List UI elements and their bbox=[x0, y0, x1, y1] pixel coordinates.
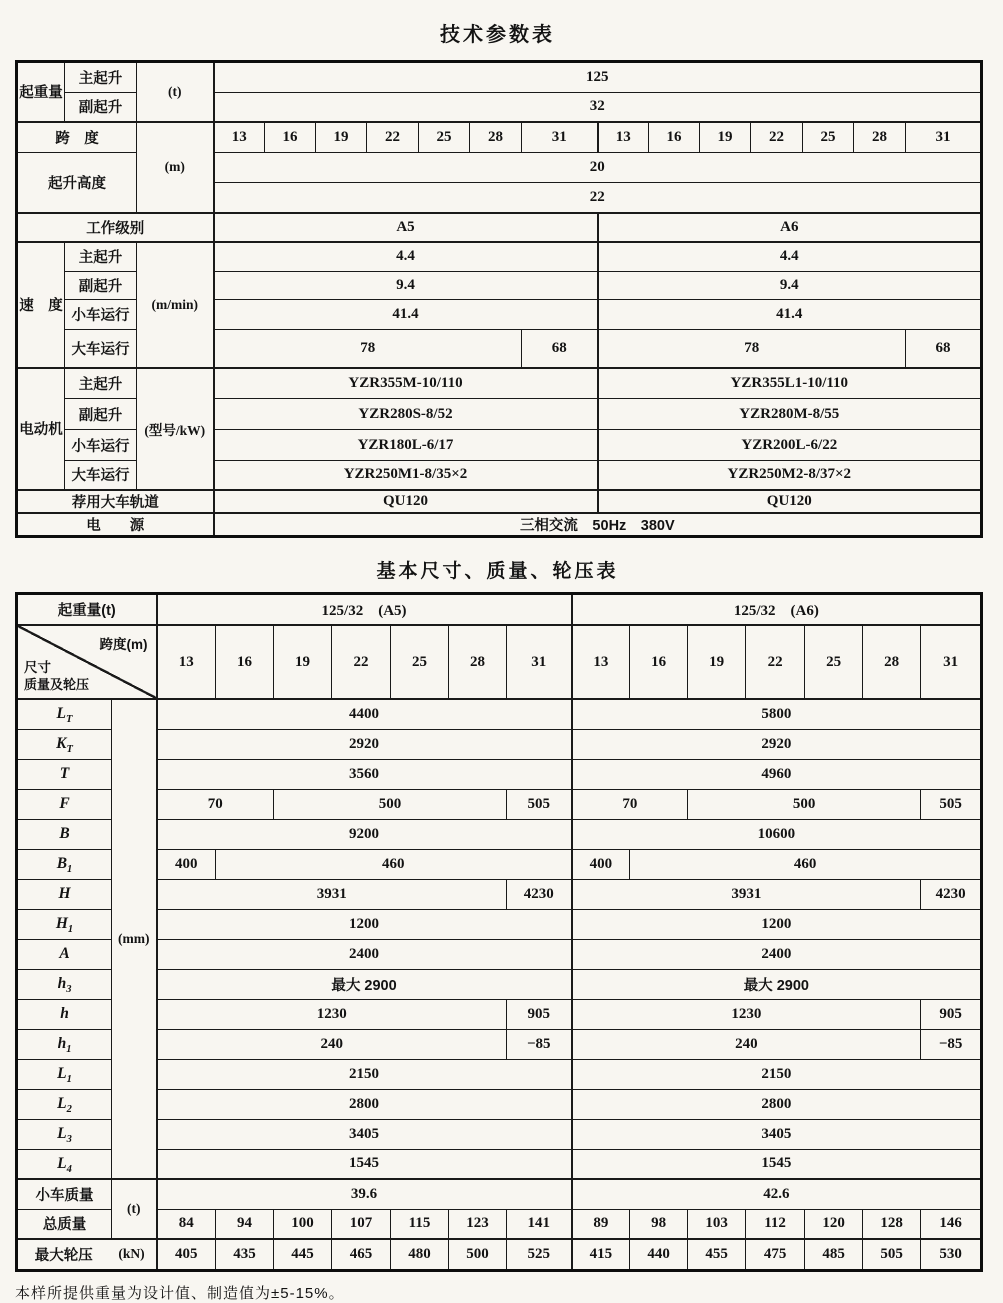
motor-trolley-a5: YZR180L-6/17 bbox=[214, 430, 598, 461]
span-label: 跨 度 bbox=[17, 122, 137, 153]
dim-h1-a6-v1: 240 bbox=[572, 1029, 921, 1059]
dim-F-a6-v1: 70 bbox=[572, 789, 688, 819]
total-mass-a6-13: 89 bbox=[572, 1209, 630, 1239]
dim-T-a5: 3560 bbox=[157, 759, 572, 789]
speed-trolley-label: 小车运行 bbox=[65, 300, 137, 330]
dim-H-a5-v2: 4230 bbox=[507, 879, 572, 909]
max-wheel-a6-19: 455 bbox=[688, 1239, 746, 1270]
max-wheel-a6-13: 415 bbox=[572, 1239, 630, 1270]
speed-crane-a5: 78 bbox=[214, 330, 522, 368]
dim-LT-a6: 5800 bbox=[572, 699, 982, 729]
aux-hoist-label: 副起升 bbox=[65, 93, 137, 122]
dim-B1-a5-v2: 460 bbox=[216, 849, 572, 879]
dim-T-a6: 4960 bbox=[572, 759, 982, 789]
dim-H-a6-v1: 3931 bbox=[572, 879, 921, 909]
unit-m: (m) bbox=[137, 122, 214, 213]
dim-label-L1: $L_1$ bbox=[17, 1059, 112, 1089]
dim-label-B1: $B_1$ bbox=[17, 849, 112, 879]
t2-capacity-a6: 125/32 (A6) bbox=[572, 593, 982, 625]
span-a6-31: 31 bbox=[906, 122, 982, 153]
t2-span-a6-31: 31 bbox=[921, 625, 982, 699]
max-wheel-a6-25: 485 bbox=[805, 1239, 863, 1270]
t2-span-a5-22: 22 bbox=[332, 625, 391, 699]
dim-label-h1: $h_1$ bbox=[17, 1029, 112, 1059]
dim-B1-a6-v1: 400 bbox=[572, 849, 630, 879]
t2-span-a6-22: 22 bbox=[746, 625, 805, 699]
main-hoist-label: 主起升 bbox=[65, 62, 137, 93]
speed-trolley-a6: 41.4 bbox=[598, 300, 982, 330]
max-wheel-a5-19: 445 bbox=[274, 1239, 332, 1270]
max-wheel-label-cell bbox=[17, 1239, 157, 1270]
motor-aux-a5: YZR280S-8/52 bbox=[214, 399, 598, 430]
speed-main-a6: 4.4 bbox=[598, 242, 982, 272]
dim-label-A: A bbox=[17, 939, 112, 969]
t2-span-a5-31: 31 bbox=[507, 625, 572, 699]
diag-span-label: 跨度(m) bbox=[99, 637, 148, 652]
dim-L4-a6: 1545 bbox=[572, 1149, 982, 1179]
dim-h-a5-v1: 1230 bbox=[157, 999, 507, 1029]
dim-h3-a5: 最大 2900 bbox=[157, 969, 572, 999]
span-a5-28: 28 bbox=[470, 122, 522, 153]
dim-label-H1: $H_1$ bbox=[17, 909, 112, 939]
max-wheel-a6-22: 475 bbox=[746, 1239, 805, 1270]
dim-L1-a5: 2150 bbox=[157, 1059, 572, 1089]
dim-B1-a5-v1: 400 bbox=[157, 849, 216, 879]
dim-h3-a6: 最大 2900 bbox=[572, 969, 982, 999]
t2-span-a6-28: 28 bbox=[863, 625, 921, 699]
max-wheel-a6-31: 530 bbox=[921, 1239, 982, 1270]
t2-span-a5-28: 28 bbox=[449, 625, 507, 699]
motor-group-label: 电动机 bbox=[17, 368, 65, 490]
motor-crane-label: 大车运行 bbox=[65, 461, 137, 490]
total-mass-a6-22: 112 bbox=[746, 1209, 805, 1239]
total-mass-a6-28: 128 bbox=[863, 1209, 921, 1239]
total-mass-a6-31: 146 bbox=[921, 1209, 982, 1239]
speed-aux-a5: 9.4 bbox=[214, 272, 598, 300]
motor-main-a5: YZR355M-10/110 bbox=[214, 368, 598, 399]
table2-title: 基本尺寸、质量、轮压表 bbox=[376, 560, 619, 582]
dim-label-LT: $L_T$ bbox=[17, 699, 112, 729]
dim-label-KT: $K_T$ bbox=[17, 729, 112, 759]
total-mass-label: 总质量 bbox=[17, 1209, 112, 1239]
diagonal-header-cell bbox=[17, 625, 157, 699]
total-mass-a5-13: 84 bbox=[157, 1209, 216, 1239]
duty-class-a6: A6 bbox=[598, 213, 982, 242]
motor-trolley-label: 小车运行 bbox=[65, 430, 137, 461]
dim-A-a6: 2400 bbox=[572, 939, 982, 969]
duty-class-label: 工作级别 bbox=[17, 213, 214, 242]
unit-t2: (t) bbox=[112, 1179, 157, 1239]
t2-span-a6-19: 19 bbox=[688, 625, 746, 699]
speed-aux-a6: 9.4 bbox=[598, 272, 982, 300]
speed-group-label: 速 度 bbox=[17, 242, 65, 368]
max-wheel-a5-28: 500 bbox=[449, 1239, 507, 1270]
dim-H1-a6: 1200 bbox=[572, 909, 982, 939]
dim-label-L4: $L_4$ bbox=[17, 1149, 112, 1179]
dim-A-a5: 2400 bbox=[157, 939, 572, 969]
rail-value-a6: QU120 bbox=[598, 490, 982, 513]
dimensions-table bbox=[15, 592, 983, 1272]
span-a6-28: 28 bbox=[854, 122, 906, 153]
total-mass-a6-16: 98 bbox=[630, 1209, 688, 1239]
footnote: 本样所提供重量为设计值、制造值为±5-15%。 bbox=[15, 1284, 345, 1302]
dim-F-a5-v2: 500 bbox=[274, 789, 507, 819]
diagonal-divider bbox=[18, 626, 156, 698]
motor-main-a6: YZR355L1-10/110 bbox=[598, 368, 982, 399]
dim-label-B: B bbox=[17, 819, 112, 849]
diag-dim-label: 尺寸 bbox=[24, 660, 51, 675]
rail-value-a5: QU120 bbox=[214, 490, 598, 513]
span-a6-19: 19 bbox=[700, 122, 751, 153]
span-a6-16: 16 bbox=[649, 122, 700, 153]
unit-mm: (mm) bbox=[112, 699, 157, 1179]
lift-height-label: 起升高度 bbox=[17, 153, 137, 213]
max-wheel-a5-31: 525 bbox=[507, 1239, 572, 1270]
capacity-main-value: 125 bbox=[214, 62, 982, 93]
motor-aux-a6: YZR280M-8/55 bbox=[598, 399, 982, 430]
dim-label-H: H bbox=[17, 879, 112, 909]
span-a5-16: 16 bbox=[265, 122, 316, 153]
speed-aux-label: 副起升 bbox=[65, 272, 137, 300]
table1-title: 技术参数表 bbox=[440, 24, 555, 46]
t2-span-a6-13: 13 bbox=[572, 625, 630, 699]
dim-label-L3: $L_3$ bbox=[17, 1119, 112, 1149]
dim-L1-a6: 2150 bbox=[572, 1059, 982, 1089]
span-a5-13: 13 bbox=[214, 122, 265, 153]
motor-crane-a6: YZR250M2-8/37×2 bbox=[598, 461, 982, 490]
power-value: 三相交流 50Hz 380V bbox=[214, 513, 982, 537]
max-wheel-a5-22: 465 bbox=[332, 1239, 391, 1270]
lifting-capacity-label: 起重量 bbox=[17, 62, 65, 122]
speed-main-a5: 4.4 bbox=[214, 242, 598, 272]
dim-B1-a6-v2: 460 bbox=[630, 849, 982, 879]
rail-label: 荐用大车轨道 bbox=[17, 490, 214, 513]
dim-H1-a5: 1200 bbox=[157, 909, 572, 939]
t2-span-a5-16: 16 bbox=[216, 625, 274, 699]
dim-H-a6-v2: 4230 bbox=[921, 879, 982, 909]
max-wheel-a5-16: 435 bbox=[216, 1239, 274, 1270]
max-wheel-a5-25: 480 bbox=[391, 1239, 449, 1270]
dim-KT-a5: 2920 bbox=[157, 729, 572, 759]
speed-crane-a6: 78 bbox=[598, 330, 906, 368]
speed-crane-a6-31: 68 bbox=[906, 330, 982, 368]
t2-span-a5-13: 13 bbox=[157, 625, 216, 699]
dim-F-a5-v3: 505 bbox=[507, 789, 572, 819]
dim-label-L2: $L_2$ bbox=[17, 1089, 112, 1119]
t2-span-a5-25: 25 bbox=[391, 625, 449, 699]
t2-span-a6-16: 16 bbox=[630, 625, 688, 699]
max-wheel-label: 最大轮压 bbox=[34, 1247, 93, 1264]
unit-model-kw: (型号/kW) bbox=[137, 368, 214, 490]
speed-crane-label: 大车运行 bbox=[65, 330, 137, 368]
trolley-mass-label: 小车质量 bbox=[17, 1179, 112, 1209]
t2-capacity-a5: 125/32 (A5) bbox=[157, 593, 572, 625]
diag-mass-label: 质量及轮压 bbox=[24, 677, 90, 692]
lift-height-22: 22 bbox=[214, 183, 982, 213]
span-a6-22: 22 bbox=[751, 122, 803, 153]
dim-h-a6-v2: 905 bbox=[921, 999, 982, 1029]
span-a5-19: 19 bbox=[316, 122, 367, 153]
unit-m-min: (m/min) bbox=[137, 242, 214, 368]
dim-label-h: h bbox=[17, 999, 112, 1029]
dim-L3-a6: 3405 bbox=[572, 1119, 982, 1149]
span-a5-22: 22 bbox=[367, 122, 419, 153]
dim-KT-a6: 2920 bbox=[572, 729, 982, 759]
dim-F-a6-v3: 505 bbox=[921, 789, 982, 819]
max-wheel-a6-16: 440 bbox=[630, 1239, 688, 1270]
dim-B-a6: 10600 bbox=[572, 819, 982, 849]
max-wheel-a5-13: 405 bbox=[157, 1239, 216, 1270]
dim-L2-a5: 2800 bbox=[157, 1089, 572, 1119]
dim-h-a5-v2: 905 bbox=[507, 999, 572, 1029]
total-mass-a5-22: 107 bbox=[332, 1209, 391, 1239]
total-mass-a6-25: 120 bbox=[805, 1209, 863, 1239]
motor-main-label: 主起升 bbox=[65, 368, 137, 399]
dim-F-a6-v2: 500 bbox=[688, 789, 921, 819]
total-mass-a5-25: 115 bbox=[391, 1209, 449, 1239]
total-mass-a5-16: 94 bbox=[216, 1209, 274, 1239]
dim-H-a5-v1: 3931 bbox=[157, 879, 507, 909]
total-mass-a5-28: 123 bbox=[449, 1209, 507, 1239]
lift-height-20: 20 bbox=[214, 153, 982, 183]
speed-trolley-a5: 41.4 bbox=[214, 300, 598, 330]
t2-span-a5-19: 19 bbox=[274, 625, 332, 699]
t2-capacity-label: 起重量(t) bbox=[17, 593, 157, 625]
dim-label-h3: $h_3$ bbox=[17, 969, 112, 999]
power-label: 电 源 bbox=[17, 513, 214, 537]
motor-trolley-a6: YZR200L-6/22 bbox=[598, 430, 982, 461]
dim-LT-a5: 4400 bbox=[157, 699, 572, 729]
dim-label-F: F bbox=[17, 789, 112, 819]
speed-main-label: 主起升 bbox=[65, 242, 137, 272]
span-a5-31: 31 bbox=[522, 122, 598, 153]
dim-h1-a6-v2: −85 bbox=[921, 1029, 982, 1059]
total-mass-a5-31: 141 bbox=[507, 1209, 572, 1239]
capacity-aux-value: 32 bbox=[214, 93, 982, 122]
total-mass-a5-19: 100 bbox=[274, 1209, 332, 1239]
t2-span-a6-25: 25 bbox=[805, 625, 863, 699]
max-wheel-a6-28: 505 bbox=[863, 1239, 921, 1270]
dim-L3-a5: 3405 bbox=[157, 1119, 572, 1149]
trolley-mass-a5: 39.6 bbox=[157, 1179, 572, 1209]
dim-h1-a5-v1: 240 bbox=[157, 1029, 507, 1059]
motor-aux-label: 副起升 bbox=[65, 399, 137, 430]
span-a5-25: 25 bbox=[419, 122, 470, 153]
trolley-mass-a6: 42.6 bbox=[572, 1179, 982, 1209]
unit-kn: (kN) bbox=[118, 1246, 145, 1262]
span-a6-25: 25 bbox=[803, 122, 854, 153]
dim-F-a5-v1: 70 bbox=[157, 789, 274, 819]
total-mass-a6-19: 103 bbox=[688, 1209, 746, 1239]
dim-h-a6-v1: 1230 bbox=[572, 999, 921, 1029]
tech-params-table bbox=[15, 60, 983, 538]
span-a6-13: 13 bbox=[598, 122, 649, 153]
dim-label-T: T bbox=[17, 759, 112, 789]
duty-class-a5: A5 bbox=[214, 213, 598, 242]
dim-L2-a6: 2800 bbox=[572, 1089, 982, 1119]
motor-crane-a5: YZR250M1-8/35×2 bbox=[214, 461, 598, 490]
dim-L4-a5: 1545 bbox=[157, 1149, 572, 1179]
dim-B-a5: 9200 bbox=[157, 819, 572, 849]
unit-t: (t) bbox=[137, 62, 214, 122]
speed-crane-a5-31: 68 bbox=[522, 330, 598, 368]
dim-h1-a5-v2: −85 bbox=[507, 1029, 572, 1059]
